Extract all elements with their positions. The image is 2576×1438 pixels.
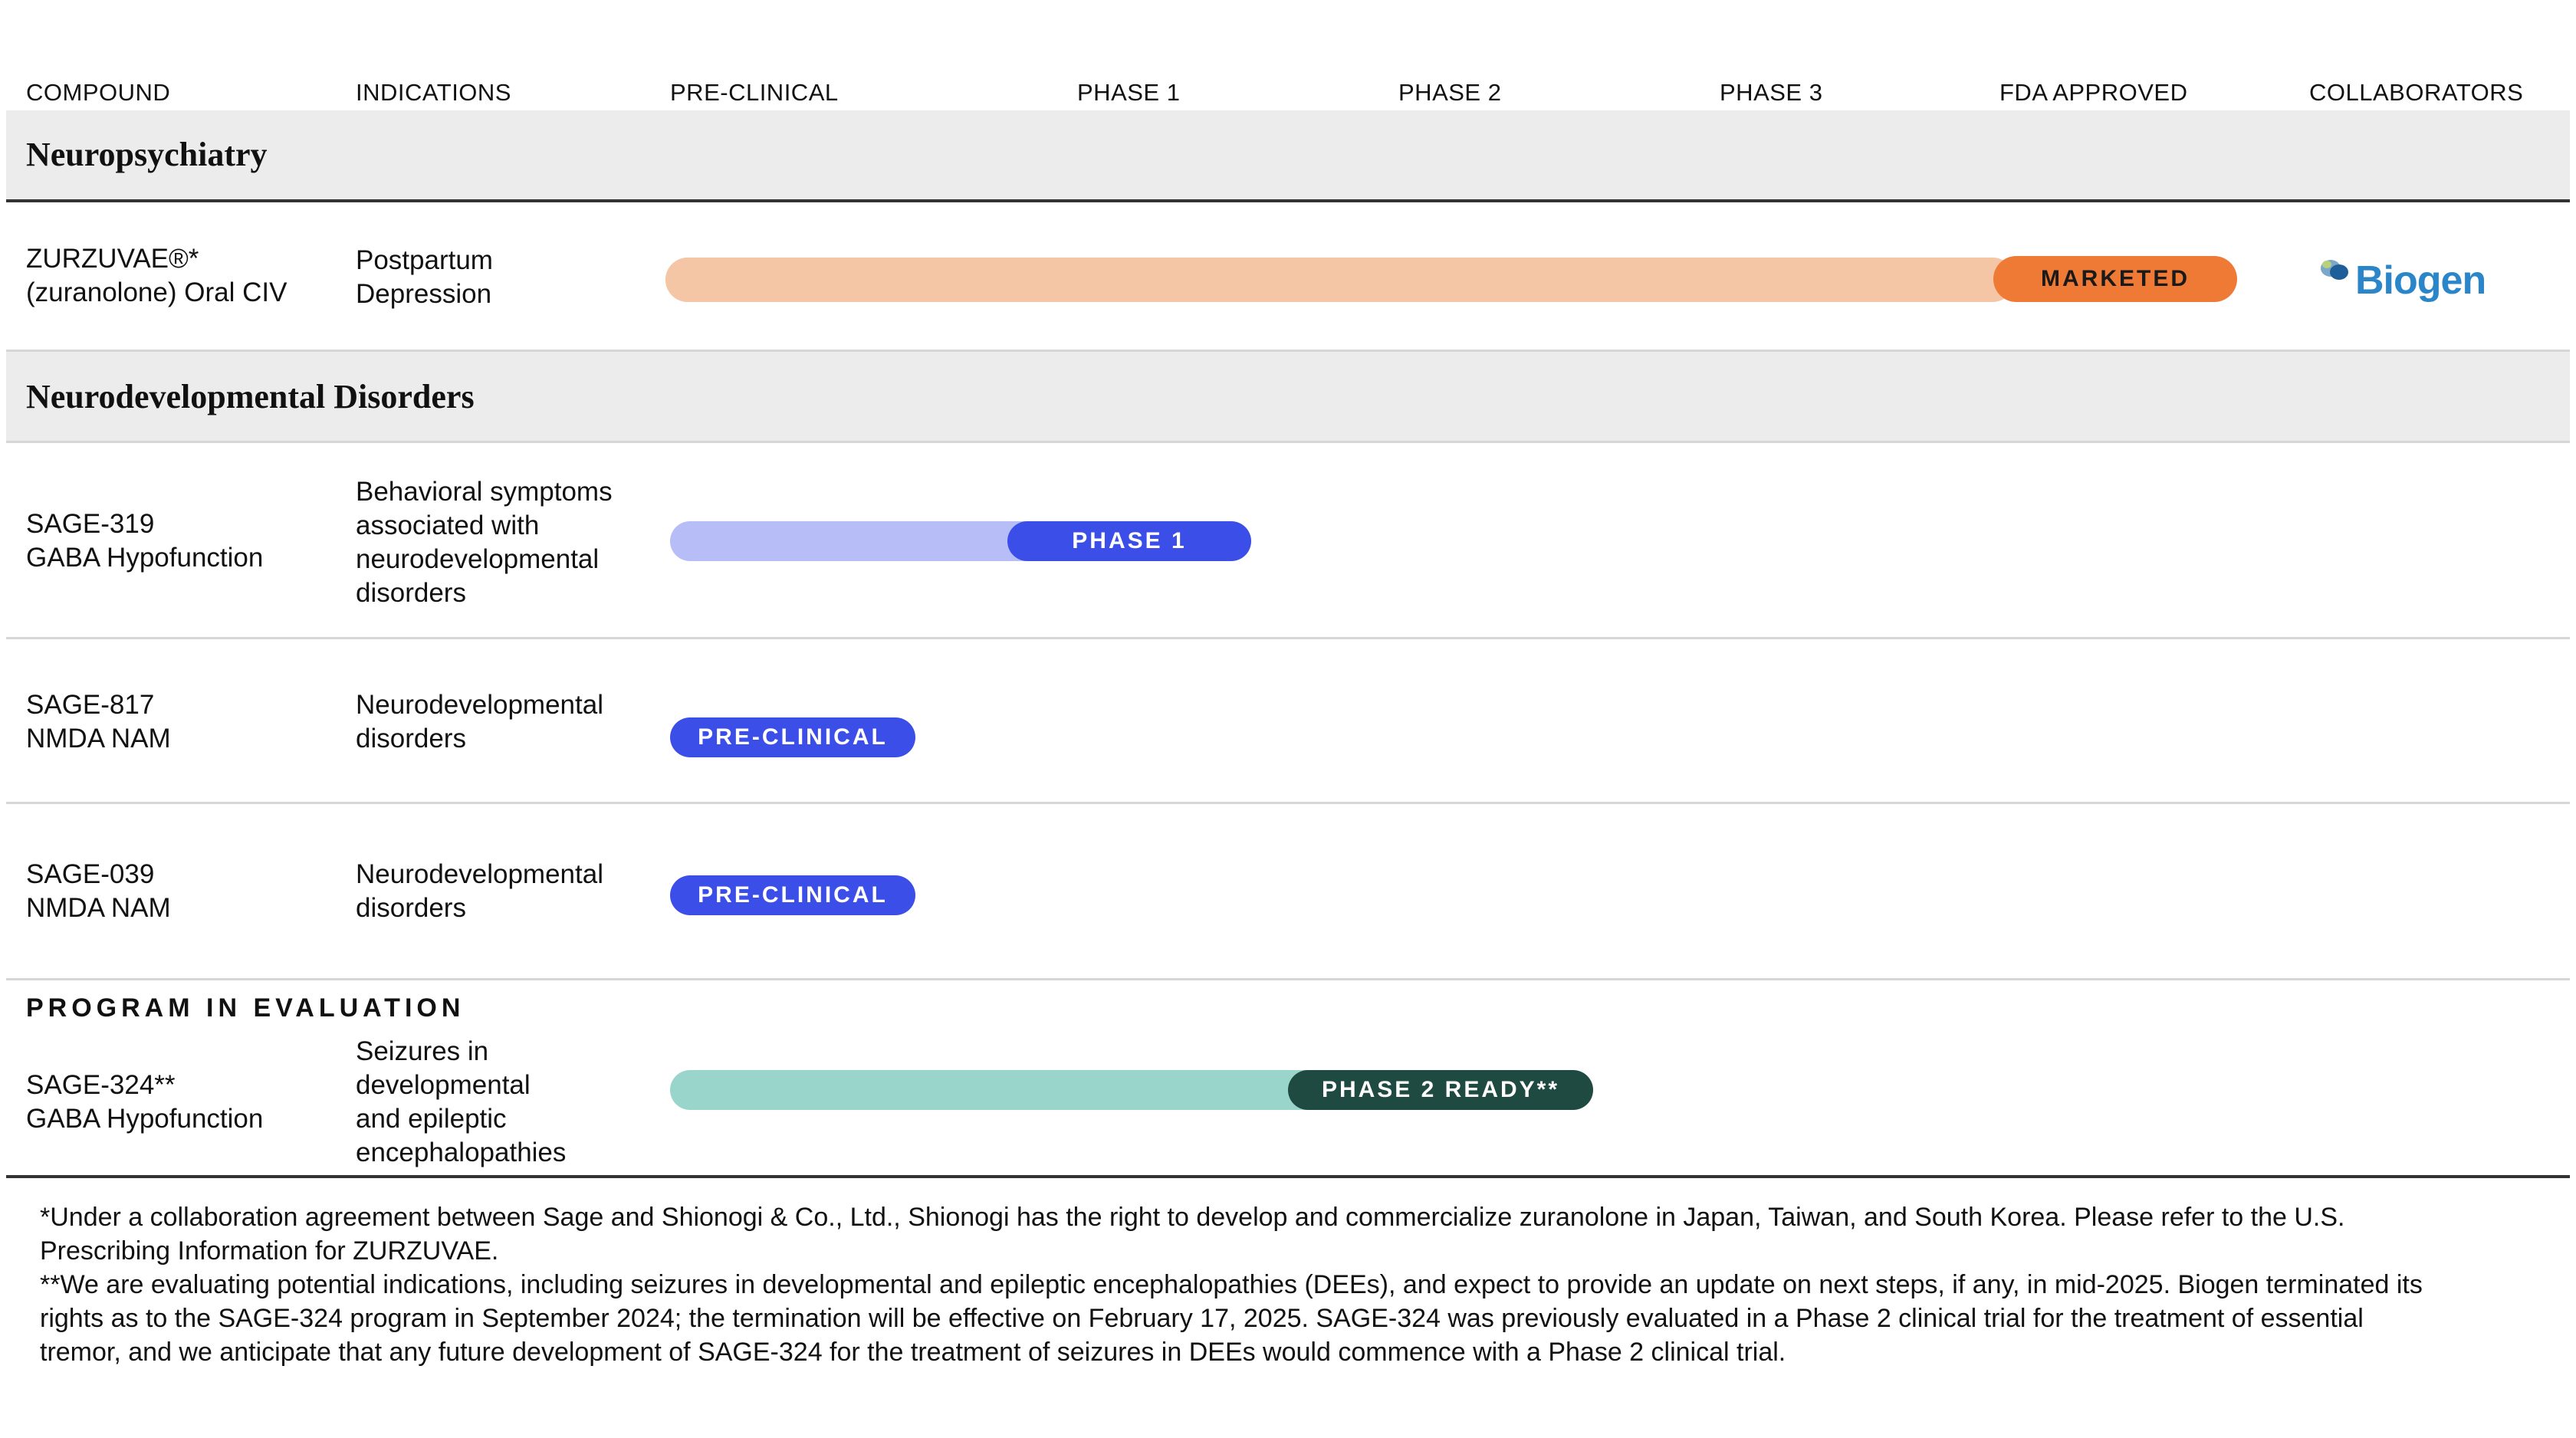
header-fda-approved: FDA APPROVED <box>1999 79 2188 106</box>
indication-text: Neurodevelopmental disorders <box>356 859 603 923</box>
header-phase3: PHASE 3 <box>1720 79 1823 106</box>
stage-pill-pre-clinical: PRE-CLINICAL <box>670 875 915 915</box>
indication-text: Behavioral symptoms associated with neurodevelopmental disorders <box>356 477 613 608</box>
collaborator-name: Biogen <box>2355 258 2486 303</box>
indication-text: Seizures in developmental and epileptic encephalopathies <box>356 1036 567 1167</box>
row-divider <box>6 978 2570 980</box>
section-band-neuropsychiatry <box>6 110 2570 199</box>
header-phase1: PHASE 1 <box>1077 79 1181 106</box>
row-divider <box>6 802 2570 804</box>
header-phase2: PHASE 2 <box>1398 79 1502 106</box>
stage-pill-marketed: MARKETED <box>1993 256 2237 302</box>
indication-text: Neurodevelopmental disorders <box>356 690 603 753</box>
header-indications: INDICATIONS <box>356 79 511 106</box>
progress-track-sage-319 <box>670 521 1053 561</box>
progress-track-zurzuvae <box>665 258 1469 302</box>
footnote-1: *Under a collaboration agreement between Sage and Shionogi & Co., Ltd., Shionogi has the right to develop and commercialize zuranolone in Japan, Taiwan, and South Korea. Please refer to the U.S. Prescribing Information for ZURZUVAE. <box>40 1203 2345 1266</box>
collaborator-logo-biogen <box>2315 253 2499 307</box>
stage-pill-phase-2-ready: PHASE 2 READY** <box>1288 1070 1593 1110</box>
compound-name: SAGE-039 NMDA NAM <box>26 859 171 923</box>
header-collaborators: COLLABORATORS <box>2309 79 2524 106</box>
compound-name: ZURZUVAE®* (zuranolone) Oral CIV <box>26 244 288 307</box>
header-compound: COMPOUND <box>26 79 171 106</box>
compound-name: SAGE-324** GABA Hypofunction <box>26 1070 264 1134</box>
compound-name: SAGE-319 GABA Hypofunction <box>26 509 264 573</box>
program-in-evaluation-label: PROGRAM IN EVALUATION <box>26 993 465 1023</box>
progress-track-sage-324 <box>670 1070 1329 1110</box>
section-divider <box>6 441 2570 443</box>
header-preclinical: PRE-CLINICAL <box>670 79 839 106</box>
section-divider <box>6 199 2570 202</box>
table-bottom-rule <box>6 1175 2570 1178</box>
section-title-neurodevelopmental: Neurodevelopmental Disorders <box>26 378 475 415</box>
stage-pill-phase-1: PHASE 1 <box>1007 521 1251 561</box>
indication-text: Postpartum Depression <box>356 245 493 309</box>
row-divider <box>6 637 2570 639</box>
compound-name: SAGE-817 NMDA NAM <box>26 690 171 753</box>
biogen-logo-icon <box>2315 253 2355 290</box>
section-title-neuropsychiatry: Neuropsychiatry <box>26 136 268 173</box>
stage-pill-pre-clinical: PRE-CLINICAL <box>670 717 915 757</box>
footnote-2: **We are evaluating potential indications, including seizures in developmental and epileptic encephalopathies (DEEs), and expect to provide an update on next steps, if any, in mid-2025. Biogen terminated its rights as to the SAGE-324 program in September 2024; the termination will be effective on February 17, 2025. SAGE-324 was previously evaluated in a Phase 2 clinical trial for the treatment of essential tremor, and we anticipate that any future development of SAGE-324 for the treatment of seizures in DEEs would commence with a Phase 2 clinical trial. <box>40 1270 2423 1367</box>
